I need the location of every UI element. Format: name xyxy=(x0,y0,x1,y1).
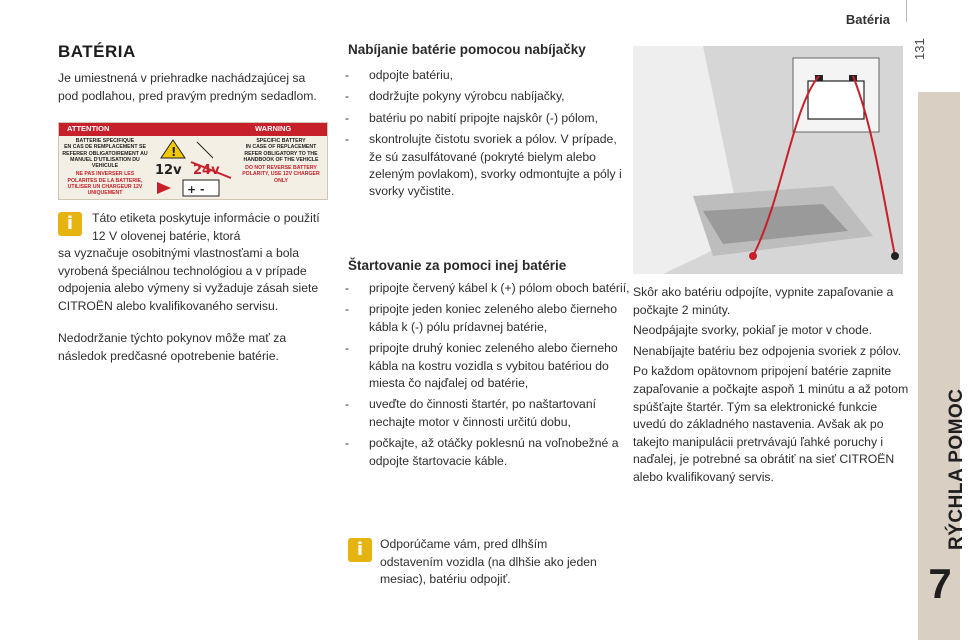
warning-paragraph: Nedodržanie týchto pokynov môže mať za následok predčasné opotrebenie batérie. xyxy=(58,331,287,363)
right-paragraph: Po každom opätovnom pripojení batérie zapnite zapaľovanie a počkajte aspoň 1 minútu a až potom spúšťajte štartér. Tým sa elektronické funkcie uvedú do základného nastavenia. Avšak ak po takejto manipulácii pretrvávajú ľahké poruchy i naďalej, je potrebné sa obrátiť na sieť CITROËN alebo kvalifikovaný servis. xyxy=(633,364,909,484)
page-number: 131 xyxy=(912,38,927,60)
jump-start-heading: Štartovanie za pomoci inej batérie xyxy=(348,258,567,273)
label-note-rest: sa vyznačuje osobitnými vlastnosťami a bola vyrobená špeciálnou technológiou a v prípade odpojenia alebo výmeny si vyžaduje zásah siete CITROËN alebo kvalifikovaného servisu. xyxy=(58,246,319,313)
label-english-text xyxy=(237,138,325,184)
chapter-title: RÝCHLA POMOC xyxy=(946,388,967,550)
list-item: - počkajte, až otáčky poklesnú na voľnobežné a odpojte štartovacie káble. xyxy=(345,435,630,470)
battery-location-photo xyxy=(633,46,903,274)
list-item: - pripojte jeden koniec zeleného alebo čierneho kábla k (-) pólu prídavnej batérie, xyxy=(345,301,630,336)
label-en-title: SPECIFIC BATTERY xyxy=(256,138,306,144)
right-paragraph: Nenabíjajte batériu bez odpojenia svoriek z pólov. xyxy=(633,343,902,358)
label-attention: ATTENTION xyxy=(67,124,110,133)
label-header-band xyxy=(59,123,327,136)
label-en-body: IN CASE OF REPLACEMENT REFER OBLIGATORY TO THE HANDBOOK OF THE VEHICLE xyxy=(243,144,319,163)
list-item: - dodržujte pokyny výrobcu nabíjačky, xyxy=(345,88,625,105)
label-fr-warning: NE PAS INVERSER LES POLARITES DE LA BATTERIE, UTILISER UN CHARGEUR 12V UNIQUEMENT xyxy=(67,171,143,197)
label-en-warning: DO NOT REVERSE BATTERY POLARITY, USE 12V CHARGER ONLY xyxy=(242,165,320,184)
label-fr-title: BATTERIE SPECIFIQUE xyxy=(75,138,135,144)
list-item: - odpojte batériu, xyxy=(345,67,625,84)
label-note-lead: Táto etiketa poskytuje informácie o použití 12 V olovenej batérie, ktorá xyxy=(92,211,320,243)
svg-text:+ -: + - xyxy=(187,183,205,196)
label-fr-body: EN CAS DE REMPLACEMENT SE REFERER OBLIGATOIREMENT AU MANUEL D'UTILISATION DU VEHICULE xyxy=(62,144,148,170)
label-12v: 12v xyxy=(155,163,182,178)
intro-paragraph: Je umiestnená v priehradke nachádzajúcej sa pod podlahou, pred pravým predným sedadlom. xyxy=(58,71,317,103)
list-item: - batériu po nabití pripojte najskôr (-) pólom, xyxy=(345,110,625,127)
right-paragraph: Skôr ako batériu odpojíte, vypnite zapaľovanie a počkajte 2 minúty. xyxy=(633,285,894,317)
label-warning: WARNING xyxy=(255,124,292,133)
list-item: - pripojte druhý koniec zeleného alebo čierneho kábla na kostru vozidla s vybitou batériou do miesta čo najďalej od batérie, xyxy=(345,340,630,392)
label-french-text xyxy=(61,138,149,197)
battery-warning-label xyxy=(58,122,328,200)
tip-paragraph: Odporúčame vám, pred dlhším odstavením vozidla (na dlhšie ako jeden mesiac), batériu odpojiť. xyxy=(380,537,597,587)
charger-steps xyxy=(345,67,625,205)
header-divider xyxy=(906,0,907,22)
info-icon: i xyxy=(58,212,82,236)
charger-heading: Nabíjanie batérie pomocou nabíjačky xyxy=(348,42,586,57)
jump-start-steps xyxy=(345,280,630,474)
label-24v: 24v xyxy=(193,163,220,178)
chapter-side-tab xyxy=(918,92,960,640)
info-icon: i xyxy=(348,538,372,562)
right-paragraph: Neodpájajte svorky, pokiaľ je motor v chode. xyxy=(633,323,873,338)
svg-text:!: ! xyxy=(171,145,177,159)
battery-symbol-icon xyxy=(151,138,237,198)
right-column-text xyxy=(633,284,911,490)
list-item: - skontrolujte čistotu svoriek a pólov. V prípade, že sú zasulfátované (pokryté bielym alebo zeleným povlakom), svorky odmontujte a póly i svorky vyčistite. xyxy=(345,131,625,201)
chapter-number: 7 xyxy=(928,560,952,607)
seat-battery-illustration xyxy=(633,46,903,274)
list-item: - pripojte červený kábel k (+) pólom oboch batérií, xyxy=(345,280,630,297)
header-title: Batéria xyxy=(845,12,890,27)
section-title: BATÉRIA xyxy=(58,42,136,61)
label-note-paragraph xyxy=(58,210,328,316)
list-item: - uveďte do činnosti štartér, po naštartovaní nechajte motor v činnosti určitú dobu, xyxy=(345,396,630,431)
